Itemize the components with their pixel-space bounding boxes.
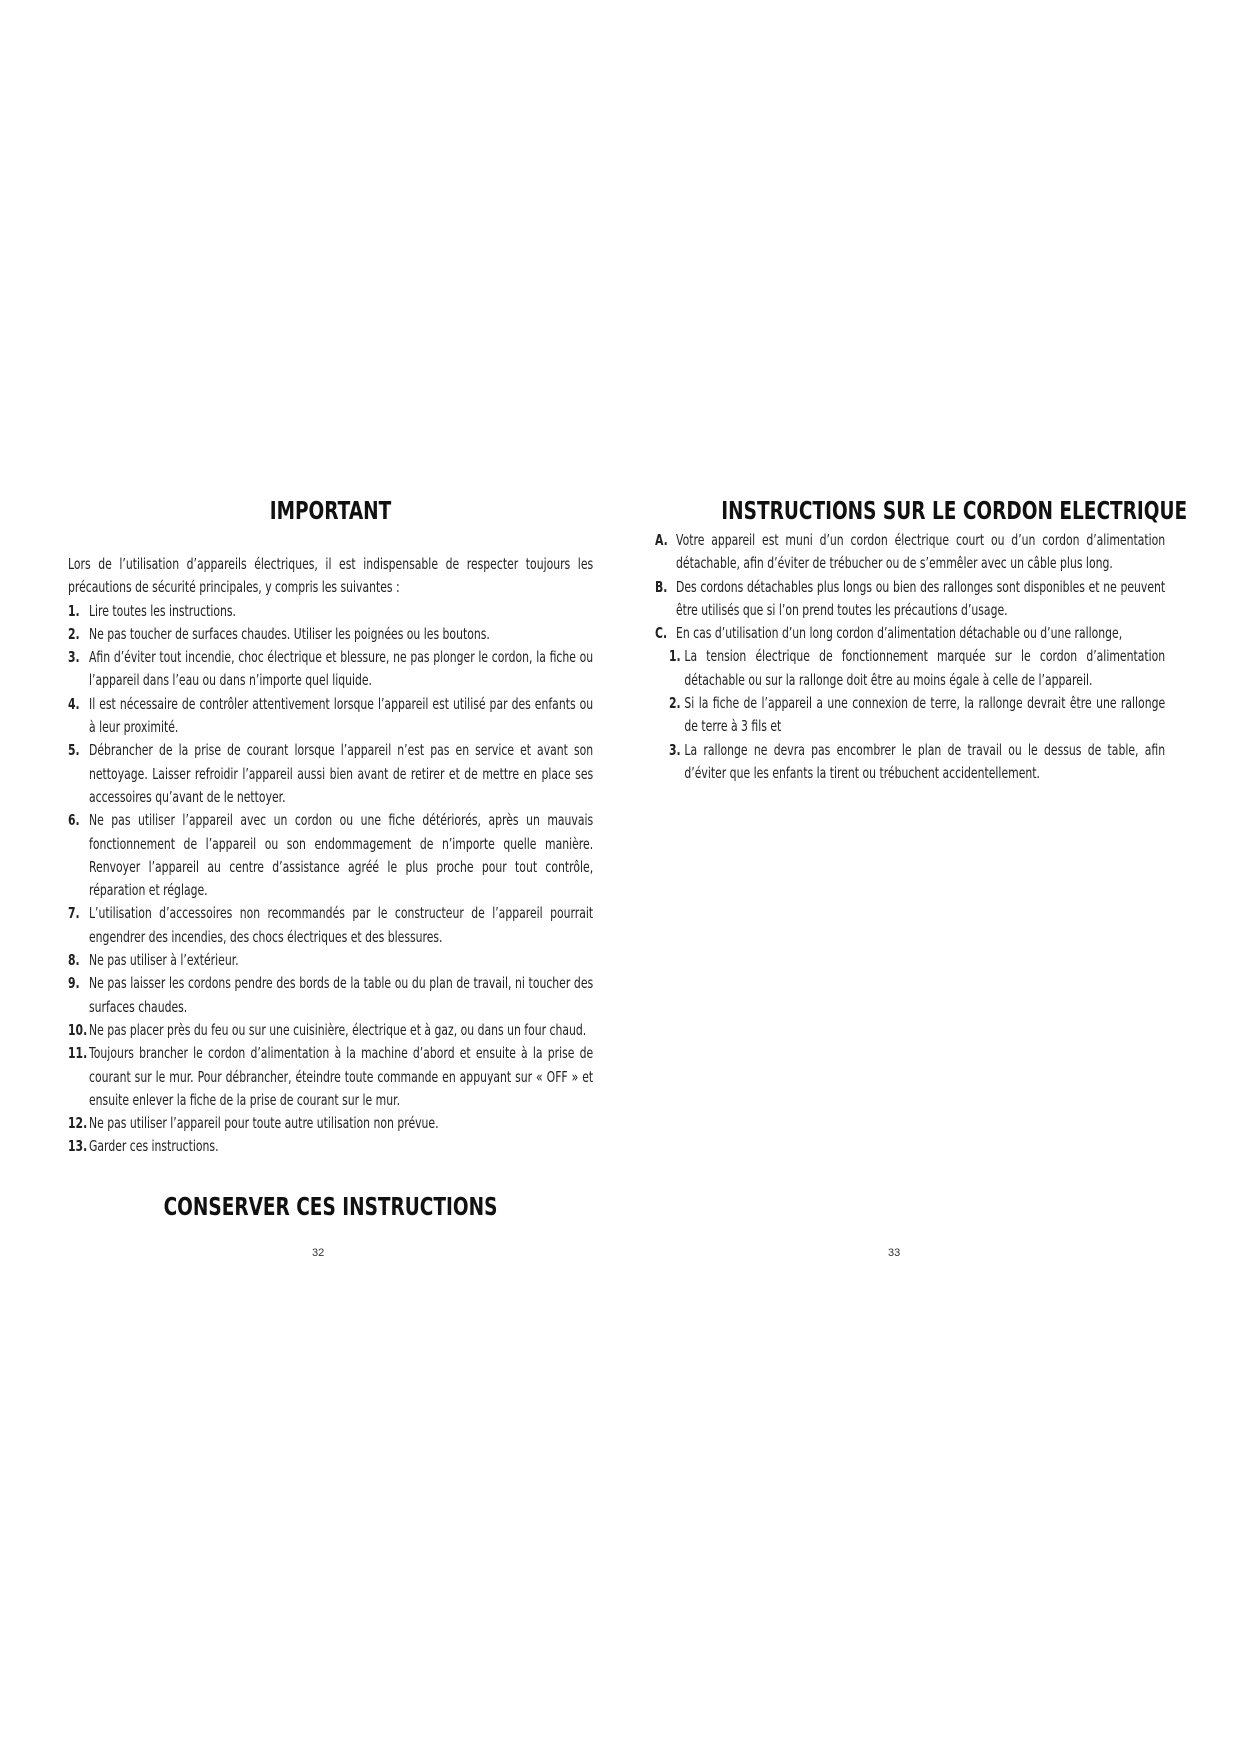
item-text: Votre appareil est muni d’un cordon électrique court ou d’un cordon d’alimentation détachable, afin d’éviter de trébucher ou de s’emmêler avec un câble plus long. (676, 531, 1166, 573)
list-item (68, 809, 593, 902)
item-number: 4. (68, 694, 80, 713)
page-title-cord-instructions: INSTRUCTIONS SUR LE CORDON ELECTRIQUE (721, 496, 1188, 525)
cord-list (655, 529, 1165, 645)
list-item (68, 1019, 593, 1042)
item-number: 2. (68, 624, 80, 643)
item-number: 9. (68, 974, 80, 993)
cord-sub-list (655, 645, 1165, 785)
left-body (68, 553, 593, 1159)
item-number: 1. (68, 601, 80, 620)
item-text: L’utilisation d’accessoires non recommandés par le constructeur de l’appareil pourrait engendrer des incendies, des chocs électriques et des blessures. (89, 904, 594, 946)
item-number: 2. (669, 694, 681, 713)
item-number: 8. (68, 951, 80, 970)
item-number: 10. (68, 1020, 88, 1039)
item-text: Des cordons détachables plus longs ou bien des rallonges sont disponibles et ne peuvent être utilisés que si l’on prend toutes les précautions d’usage. (676, 577, 1166, 619)
item-text: La tension électrique de fonctionnement marquée sur le cordon d’alimentation détachable ou sur la rallonge doit être au moins égale à celle de l’appareil. (684, 647, 1166, 689)
item-number: 3. (68, 648, 80, 667)
item-letter: B. (655, 577, 668, 596)
item-text: Il est nécessaire de contrôler attentivement lorsque l’appareil est utilisé par des enfants ou à leur proximité. (89, 694, 594, 737)
item-number: 6. (68, 811, 80, 830)
list-item (655, 529, 1165, 576)
list-item (68, 902, 593, 949)
list-item (68, 739, 593, 809)
list-item (68, 1042, 593, 1112)
safety-list (68, 600, 593, 1159)
page-number-left: 32 (312, 1247, 325, 1259)
item-number: 13. (68, 1137, 88, 1156)
item-number: 3. (669, 740, 681, 759)
sub-list-item (669, 739, 1165, 786)
list-item (68, 600, 593, 623)
left-page (68, 493, 593, 1159)
item-text: Ne pas utiliser à l’extérieur. (89, 951, 239, 970)
right-body (655, 529, 1165, 785)
list-item (68, 1112, 593, 1135)
item-text: Lire toutes les instructions. (89, 601, 236, 620)
item-number: 5. (68, 741, 80, 760)
list-item (68, 1135, 593, 1158)
item-number: 11. (68, 1044, 88, 1063)
item-letter: A. (655, 531, 668, 549)
item-text: En cas d’utilisation d’un long cordon d’alimentation détachable ou d’une rallonge, (676, 624, 1123, 643)
item-text: Débrancher de la prise de courant lorsque l’appareil n’est pas en service et avant son nettoyage. Laisser refroidir l’appareil aussi bien avant de retirer et de mettre en place ses accessoires qu’avant de le nettoyer. (89, 741, 594, 806)
item-number: 7. (68, 904, 80, 923)
item-text: Toujours brancher le cordon d’alimentation à la machine d’abord et ensuite à la prise de courant sur le mur. Pour débrancher, éteindre toute commande en appuyant sur « OFF » et ensuite enlever la fiche de la prise de courant sur le mur. (89, 1044, 594, 1109)
list-item (68, 623, 593, 646)
item-text: La rallonge ne devra pas encombrer le plan de travail ou le dessus de table, afin d’éviter que les enfants la tirent ou trébuchent accidentellement. (684, 740, 1166, 782)
item-text: Ne pas toucher de surfaces chaudes. Utiliser les poignées ou les boutons. (89, 624, 490, 643)
page-number-right: 33 (888, 1247, 901, 1259)
closing-heading-wrap (68, 1189, 593, 1225)
item-number: 12. (68, 1114, 88, 1133)
list-item (68, 949, 593, 972)
list-item (655, 622, 1165, 645)
list-item (68, 646, 593, 693)
page-title-important: IMPORTANT (269, 496, 392, 525)
item-letter: C. (655, 624, 668, 643)
sub-list-item (669, 692, 1165, 739)
item-text: Si la fiche de l’appareil a une connexion de terre, la rallonge devrait être une rallonge de terre à 3 fils et (684, 694, 1166, 736)
sub-list-item (669, 645, 1165, 692)
list-item (655, 576, 1165, 623)
item-number: 1. (669, 647, 681, 666)
item-text: Afin d’éviter tout incendie, choc électrique et blessure, ne pas plonger le cordon, la fiche ou l’appareil dans l’eau ou dans n’importe quel liquide. (89, 648, 594, 690)
list-item (68, 693, 593, 740)
right-page (655, 493, 1188, 785)
item-text: Garder ces instructions. (89, 1137, 219, 1156)
item-text: Ne pas utiliser l’appareil pour toute autre utilisation non prévue. (89, 1114, 439, 1133)
item-text: Ne pas utiliser l’appareil avec un cordon ou une fiche détériorés, après un mauvais fonctionnement de l’appareil ou son endommagement de n’importe quelle manière. Renvoyer l’appareil au centre d’assistance agréé le plus proche pour tout contrôle, réparation et réglage. (89, 811, 594, 900)
item-text: Ne pas placer près du feu ou sur une cuisinière, électrique et à gaz, ou dans un four chaud. (89, 1020, 587, 1039)
list-item (68, 972, 593, 1019)
item-text: Ne pas laisser les cordons pendre des bords de la table ou du plan de travail, ni toucher des surfaces chaudes. (89, 974, 594, 1016)
intro-paragraph: Lors de l’utilisation d’appareils électriques, il est indispensable de respecter toujours les précautions de sécurité principales, y compris les suivantes : (68, 555, 594, 597)
closing-heading: CONSERVER CES INSTRUCTIONS (163, 1192, 498, 1221)
